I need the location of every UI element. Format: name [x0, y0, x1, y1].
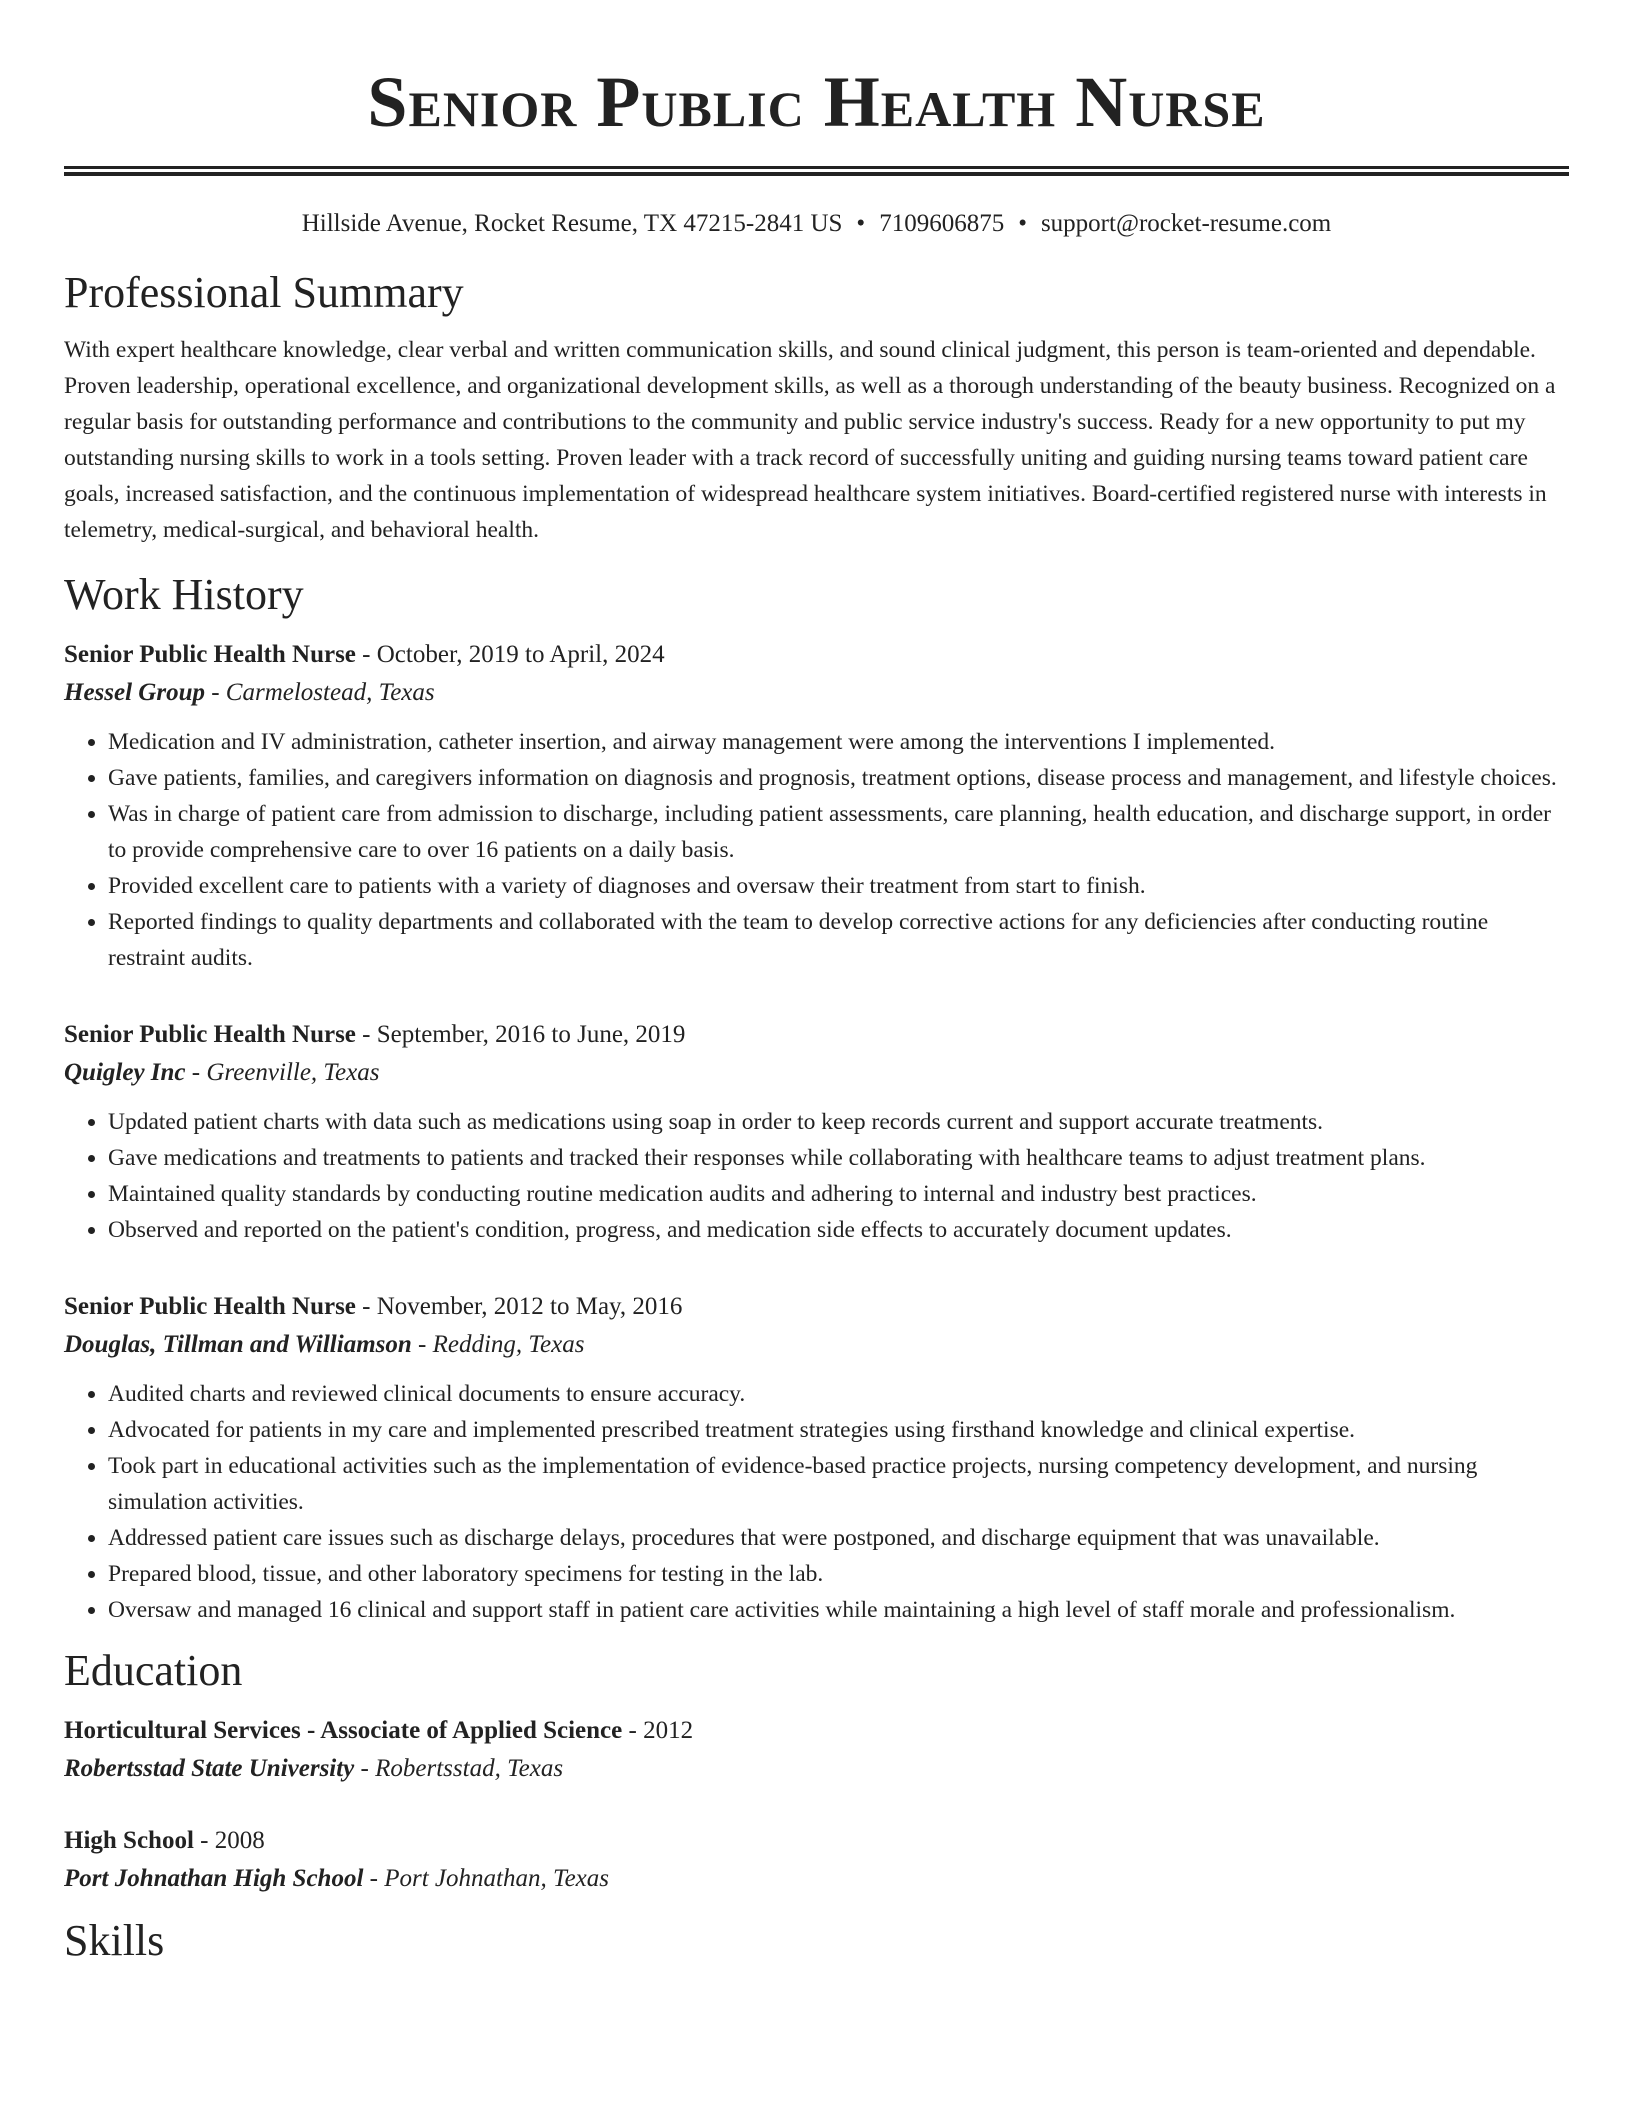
job-bullet: • Prepared blood, tissue, and other laboratory specimens for testing in the lab.: [108, 1556, 1569, 1592]
education-year: - 2008: [193, 1827, 265, 1854]
education-entry: [64, 1712, 1569, 1788]
education-year: - 2012: [622, 1717, 694, 1744]
contact-line: [64, 208, 1569, 240]
summary-text: With expert healthcare knowledge, clear verbal and written communication skills, and sound clinical judgment, this person is team-oriented and dependable. Proven leadership, operational excellence, and organizational development skills, as well as a thorough understanding of the beauty business. Recognized on a regular basis for outstanding performance and contributions to the community and public service industry's success. Ready for a new opportunity to put my outstanding nursing skills to work in a tools setting. Proven leader with a track record of successfully uniting and guiding nursing teams toward patient care goals, increased satisfaction, and the continuous implementation of widespread healthcare system initiatives. Board-certified registered nurse with interests in telemetry, medical-surgical, and behavioral health.: [64, 337, 1556, 543]
job-entry: [64, 1288, 1569, 1628]
job-title: Senior Public Health Nurse: [64, 1021, 356, 1048]
job-bullet: • Addressed patient care issues such as discharge delays, procedures that were postponed, and discharge equipment that was unavailable.: [108, 1520, 1569, 1556]
job-company-line: [64, 674, 1569, 712]
job-bullet: • Reported findings to quality departments and collaborated with the team to develop corrective actions for any deficiencies after conducting routine restraint audits.: [108, 904, 1569, 976]
job-bullets: [64, 1104, 1569, 1248]
education-entry: [64, 1822, 1569, 1898]
contact-separator: •: [856, 210, 866, 237]
job-company: Douglas, Tillman and Williamson: [64, 1331, 412, 1358]
job-bullets: [64, 1376, 1569, 1628]
job-location: - Redding, Texas: [411, 1331, 585, 1358]
resume-page: [64, 0, 1569, 1968]
education-degree-line: [64, 1712, 1569, 1750]
job-bullet: • Medication and IV administration, catheter insertion, and airway management were among the interventions I implemented.: [108, 724, 1569, 760]
job-bullet: • Maintained quality standards by conducting routine medication audits and adhering to internal and industry best practices.: [108, 1176, 1569, 1212]
education-location: - Port Johnathan, Texas: [363, 1865, 609, 1892]
job-company-line: [64, 1326, 1569, 1364]
job-title: Senior Public Health Nurse: [64, 1293, 356, 1320]
job-bullet: • Was in charge of patient care from admission to discharge, including patient assessments, care planning, health education, and discharge support, in order to provide comprehensive care to over 16 patients on a daily basis.: [108, 796, 1569, 868]
job-bullet: • Audited charts and reviewed clinical documents to ensure accuracy.: [108, 1376, 1569, 1412]
job-title-line: [64, 636, 1569, 674]
job-bullets: [64, 724, 1569, 976]
job-bullet: • Gave medications and treatments to patients and tracked their responses while collaborating with healthcare teams to adjust treatment plans.: [108, 1140, 1569, 1176]
education-degree: High School: [64, 1827, 194, 1854]
job-title-line: [64, 1288, 1569, 1326]
job-dates: - October, 2019 to April, 2024: [355, 641, 665, 668]
section-heading-education: Education: [64, 1646, 243, 1695]
contact-phone: 7109606875: [879, 210, 1005, 237]
job-location: - Greenville, Texas: [185, 1059, 380, 1086]
job-entry: [64, 636, 1569, 976]
title-divider: [64, 166, 1569, 176]
contact-email: support@rocket-resume.com: [1040, 210, 1332, 237]
job-dates: - November, 2012 to May, 2016: [355, 1293, 683, 1320]
education-degree: Horticultural Services - Associate of Applied Science: [64, 1717, 623, 1744]
education-school-line: [64, 1750, 1569, 1788]
job-bullet: • Provided excellent care to patients with a variety of diagnoses and oversaw their treatment from start to finish.: [108, 868, 1569, 904]
job-entry: [64, 1016, 1569, 1248]
job-title-line: [64, 1016, 1569, 1054]
job-bullet: • Updated patient charts with data such as medications using soap in order to keep records current and support accurate treatments.: [108, 1104, 1569, 1140]
job-dates: - September, 2016 to June, 2019: [355, 1021, 686, 1048]
section-heading-skills: Skills: [64, 1916, 165, 1965]
job-company: Hessel Group: [64, 679, 205, 706]
job-bullet: • Observed and reported on the patient's condition, progress, and medication side effects to accurately document updates.: [108, 1212, 1569, 1248]
job-title: Senior Public Health Nurse: [64, 641, 356, 668]
education-location: - Robertsstad, Texas: [354, 1755, 564, 1782]
job-location: - Carmelostead, Texas: [204, 679, 435, 706]
resume-title: Senior Public Health Nurse: [367, 62, 1266, 142]
education-school: Robertsstad State University: [64, 1755, 355, 1782]
job-bullet: • Oversaw and managed 16 clinical and support staff in patient care activities while maintaining a high level of staff morale and professionalism.: [108, 1592, 1569, 1628]
contact-address: Hillside Avenue, Rocket Resume, TX 47215-2841 US: [301, 210, 843, 237]
section-heading-work-history: Work History: [64, 570, 304, 619]
job-company: Quigley Inc: [64, 1059, 186, 1086]
job-company-line: [64, 1054, 1569, 1092]
section-heading-summary: Professional Summary: [64, 268, 464, 317]
contact-separator: •: [1018, 210, 1027, 237]
education-school: Port Johnathan High School: [64, 1865, 364, 1892]
job-bullet: • Advocated for patients in my care and implemented prescribed treatment strategies using firsthand knowledge and clinical expertise.: [108, 1412, 1569, 1448]
job-bullet: • Gave patients, families, and caregivers information on diagnosis and prognosis, treatment options, disease process and management, and lifestyle choices.: [108, 760, 1569, 796]
education-school-line: [64, 1860, 1569, 1898]
job-bullet: • Took part in educational activities such as the implementation of evidence-based practice projects, nursing competency development, and nursing simulation activities.: [108, 1448, 1569, 1520]
education-degree-line: [64, 1822, 1569, 1860]
